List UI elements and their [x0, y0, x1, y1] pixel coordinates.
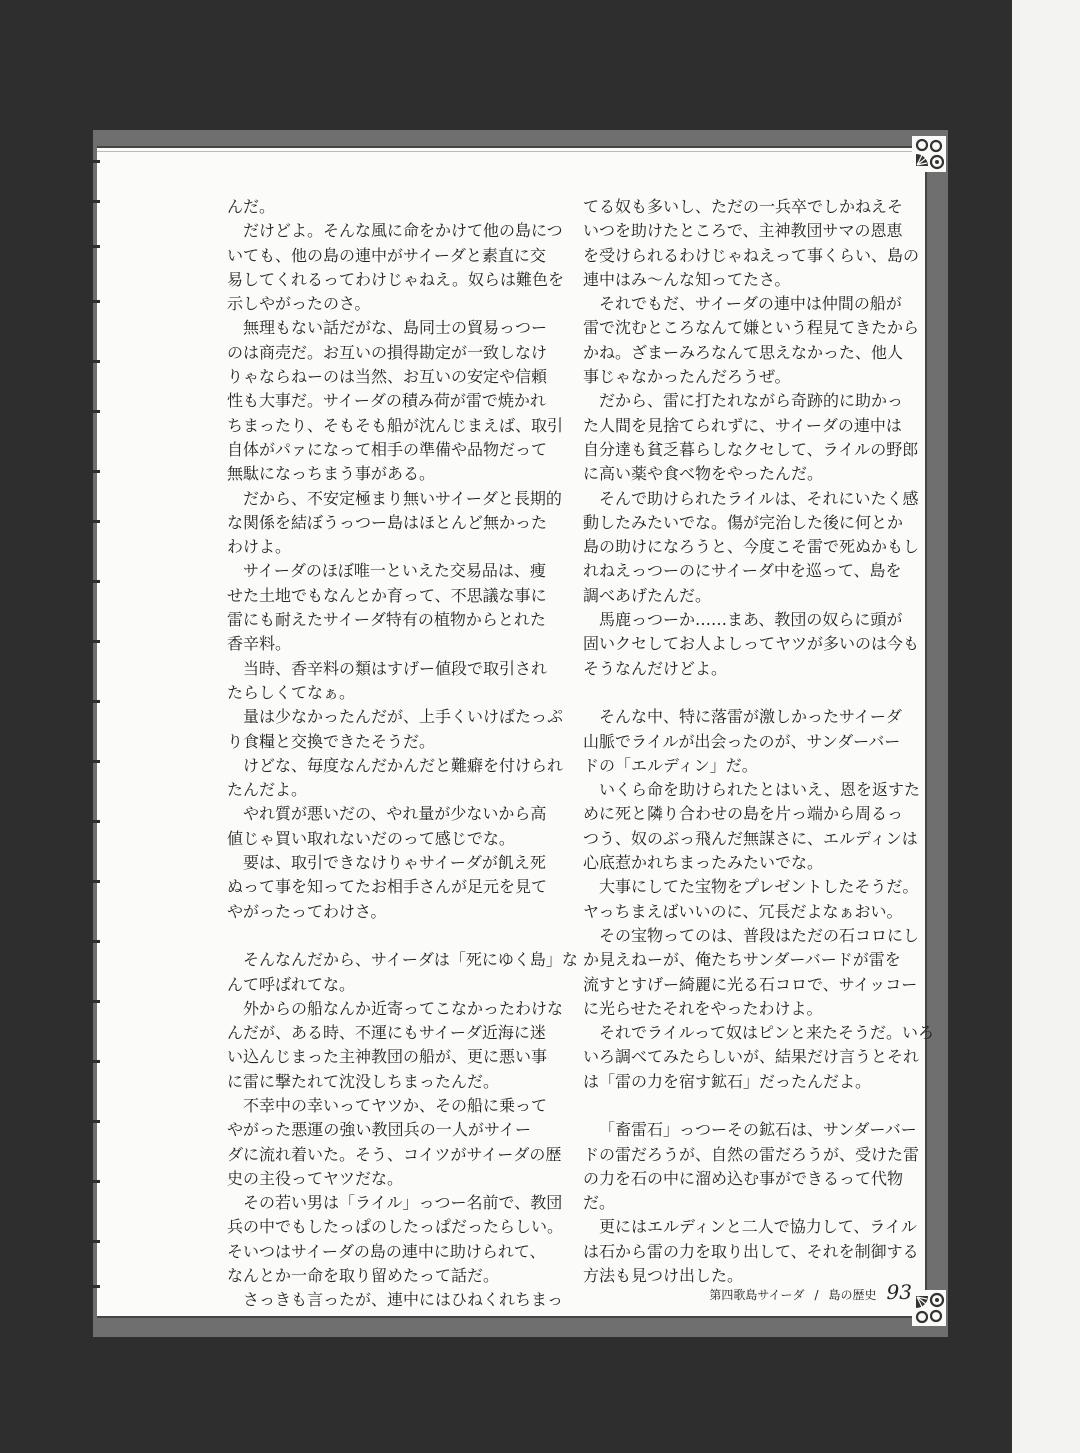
text-line: ぬって事を知ってたお相手さんが足元を見て [227, 877, 548, 897]
text-line: に高い薬や食べ物をやったんだ。 [583, 464, 824, 484]
text-line: な関係を結ぼうっつー島はほとんど無かった [227, 512, 548, 532]
text-column-left [227, 195, 578, 1313]
text-line: 馬鹿っつーか……まあ、教団の奴らに頭が [599, 610, 903, 630]
text-line: 流すとすげー綺麗に光る石コロで、サイッコー [583, 974, 918, 994]
torn-edge-notch [93, 820, 100, 823]
footer-chapter: 島の歴史 [828, 1288, 877, 1302]
text-line: そんで助けられたライルは、それにいたく感 [599, 488, 919, 508]
text-line: 値じゃ買い取れないだのって感じでな。 [227, 828, 515, 848]
text-line: そんなんだから、サイーダは「死にゆく島」な [243, 950, 578, 970]
text-line: 事じゃなかったんだろうぜ。 [583, 367, 791, 387]
text-line: んだ。 [227, 197, 276, 216]
text-line: わけよ。 [227, 537, 292, 557]
text-line: に光らせたそれをやったわけよ。 [583, 998, 823, 1018]
text-line: 不幸中の幸いってヤツか、その船に乗って [243, 1095, 548, 1115]
text-line: 固いクセしてお人よしってヤツが多いのは今も [583, 634, 920, 654]
text-line: 易してくれるってわけじゃねえ。奴らは難色を [227, 269, 564, 289]
text-line: その宝物ってのは、普段はただの石コロにし [599, 925, 920, 945]
text-line: 方法も見つけ出した。 [583, 1266, 744, 1286]
text-line: 自体がパァになって相手の準備や品物だって [227, 439, 548, 459]
text-line: ドの雷だろうが、自然の雷だろうが、受けた雷 [583, 1144, 920, 1164]
text-line: 調べあげたんだ。 [583, 585, 712, 605]
text-line: だから、不安定極まり無いサイーダと長期的 [243, 488, 562, 508]
text-line: かね。ざまーみろなんて思えなかった、他人 [583, 342, 904, 362]
text-line: だから、雷に打たれながら奇跡的に助かっ [599, 391, 904, 411]
torn-edge-notch [93, 160, 100, 163]
torn-edge-notch [93, 200, 100, 203]
text-line: たらしくてなぁ。 [227, 682, 356, 702]
text-line: 示しやがったのさ。 [227, 294, 371, 314]
text-line: だけどよ。そんな風に命をかけて他の島につ [243, 221, 563, 241]
text-line: いろ調べてみたらしいが、結果だけ言うとそれ [583, 1047, 920, 1067]
text-line: 心底惹かれちまったみたいでな。 [583, 853, 824, 873]
text-line: めに死と隣り合わせの島を片っ端から周るっ [583, 804, 904, 824]
torn-edge-notch [93, 520, 100, 523]
scanner-background-strip [1012, 0, 1080, 1453]
text-line: り食糧と交換できたそうだ。 [227, 731, 436, 751]
text-line: やがったってわけさ。 [227, 901, 387, 921]
text-line: てる奴も多いし、ただの一兵卒でしかねえそ [583, 197, 904, 216]
torn-edge-notch [93, 880, 100, 883]
torn-edge-notch [93, 640, 100, 643]
text-line: せた土地でもなんとか育って、不思議な事に [227, 585, 547, 605]
torn-edge-notch [93, 760, 100, 763]
text-line: その若い男は「ライル」っつー名前で、教団 [243, 1193, 563, 1213]
text-line: 史の主役ってヤツだな。 [227, 1168, 404, 1188]
text-column-right [583, 195, 935, 1288]
torn-edge-notch [93, 700, 100, 703]
text-line: 「畜雷石」っつーその鉱石は、サンダーバー [599, 1120, 917, 1140]
text-line: い込んじまった主神教団の船が、更に悪い事 [227, 1047, 548, 1067]
text-line: いても、他の島の連中がサイーダと素直に交 [227, 245, 546, 265]
text-line: ダに流れ着いた。そう、コイツがサイーダの歴 [227, 1144, 562, 1164]
torn-edge-notch [93, 300, 100, 303]
text-line: んだが、ある時、不運にもサイーダ近海に迷 [227, 1023, 546, 1043]
torn-edge-notch [93, 1120, 100, 1123]
text-line: ヤっちまえばいいのに、冗長だよなぁおい。 [583, 901, 903, 921]
text-line: 要は、取引できなけりゃサイーダが飢え死 [243, 853, 546, 873]
text-line: は石から雷の力を取り出して、それを制御する [583, 1241, 919, 1261]
text-line: そんな中、特に落雷が激しかったサイーダ [599, 707, 902, 727]
text-line: それでもだ、サイーダの連中は仲間の船が [599, 294, 902, 314]
text-line: 兵の中でもしたっぱのしたっぱだったらしい。 [227, 1217, 564, 1237]
torn-edge-notch [93, 245, 100, 248]
text-line: 香辛料。 [227, 634, 292, 654]
text-line: 山脈でライルが出会ったのが、サンダーバー [583, 731, 901, 751]
footer-separator: / [814, 1288, 819, 1302]
torn-edge-notch [93, 1180, 100, 1183]
frame-rule [97, 151, 925, 152]
text-line: は「雷の力を宿す鉱石」だったんだよ。 [583, 1071, 872, 1091]
text-line: いくら命を助けられたとはいえ、恩を返すた [599, 780, 920, 800]
text-line: 当時、香辛料の類はすげー値段で取引され [243, 658, 548, 678]
text-line: の力を石の中に溜め込む事ができるって代物 [583, 1168, 904, 1188]
torn-edge-notch [93, 360, 100, 363]
torn-edge-notch [93, 1000, 100, 1003]
text-line: たんだよ。 [227, 780, 308, 800]
text-line: 無理もない話だがな、島同士の貿易っつー [243, 318, 548, 338]
running-footer [700, 1280, 912, 1304]
text-line: を受けられるわけじゃねえって事くらい、島の [583, 245, 920, 265]
blank-line [583, 681, 891, 705]
text-line: のは商売だ。お互いの損得勘定が一致しなけ [227, 342, 548, 362]
text-line: 量は少なかったんだが、上手くいけばたっぷ [243, 707, 564, 727]
torn-edge-notch [93, 1240, 100, 1243]
torn-edge-notch [93, 1060, 100, 1063]
torn-edge-notch [93, 410, 100, 413]
text-line: いつを助けたところで、主神教団サマの恩恵 [583, 221, 903, 241]
blank-line [227, 924, 531, 948]
page-number: 93 [886, 1280, 912, 1304]
text-line: 性も大事だ。サイーダの積み荷が雷で焼かれ [227, 391, 546, 411]
text-line: に雷に撃たれて沈没しちまったんだ。 [227, 1071, 500, 1091]
text-line: か見えねーが、俺たちサンダーバードが雷を [583, 950, 901, 970]
blank-line [583, 1094, 891, 1118]
text-line: んて呼ばれてな。 [227, 974, 356, 994]
text-line: 大事にしてた宝物をプレゼントしたそうだ。 [599, 877, 919, 897]
text-line: 島の助けになろうと、今度こそ雷で死ぬかもし [583, 537, 920, 557]
torn-edge-notch [93, 470, 100, 473]
text-line: そうなんだけどよ。 [583, 658, 728, 678]
footer-section: 第四歌島サイーダ [709, 1288, 805, 1302]
text-line: 動したみたいでな。傷が完治した後に何とか [583, 512, 904, 532]
text-line: ドの「エルディン」だ。 [583, 755, 758, 775]
text-line: 外からの船なんか近寄ってこなかったわけな [243, 998, 564, 1018]
text-line: りゃならねーのは当然、お互いの安定や信頼 [227, 367, 548, 387]
torn-edge-notch [93, 1285, 100, 1288]
text-line: サイーダのほぼ唯一といえた交易品は、痩 [243, 561, 546, 581]
corner-ornament-icon [912, 136, 946, 172]
text-line: 無駄になっちまう事がある。 [227, 464, 436, 484]
text-line: 自分達も貧乏暮らしなクセして、ライルの野郎 [583, 439, 919, 459]
text-line: けどな、毎度なんだかんだと難癖を付けられ [243, 755, 564, 775]
text-line: さっきも言ったが、連中にはひねくれちまっ [243, 1290, 564, 1310]
text-line: 雷で沈むところなんて嫌という程見てきたから [583, 318, 920, 338]
text-line: やれ質が悪いだの、やれ量が少ないから高 [243, 804, 547, 824]
torn-edge-notch [93, 940, 100, 943]
torn-edge-notch [93, 580, 100, 583]
text-line: なんとか一命を取り留めたって話だ。 [227, 1266, 500, 1286]
text-line: そいつはサイーダの島の連中に助けられて、 [227, 1241, 546, 1261]
text-line: つう、奴のぶっ飛んだ無謀さに、エルディンは [583, 828, 918, 848]
text-line: 更にはエルディンと二人で協力して、ライル [599, 1217, 917, 1237]
text-line: 雷にも耐えたサイーダ特有の植物からとれた [227, 610, 546, 630]
corner-ornament-icon [912, 1290, 946, 1326]
text-line: 連中はみ〜んな知ってたさ。 [583, 269, 791, 289]
text-line: それでライルって奴はピンと来たそうだ。いろ [599, 1023, 935, 1043]
text-line: やがった悪運の強い教団兵の一人がサイー [227, 1120, 531, 1140]
text-line: れねえっつーのにサイーダ中を巡って、島を [583, 561, 902, 581]
text-line: た人間を見捨てられずに、サイーダの連中は [583, 415, 902, 435]
text-line: ちまったり、そもそも船が沈んじまえば、取引 [227, 415, 564, 435]
text-line: だ。 [583, 1193, 616, 1213]
